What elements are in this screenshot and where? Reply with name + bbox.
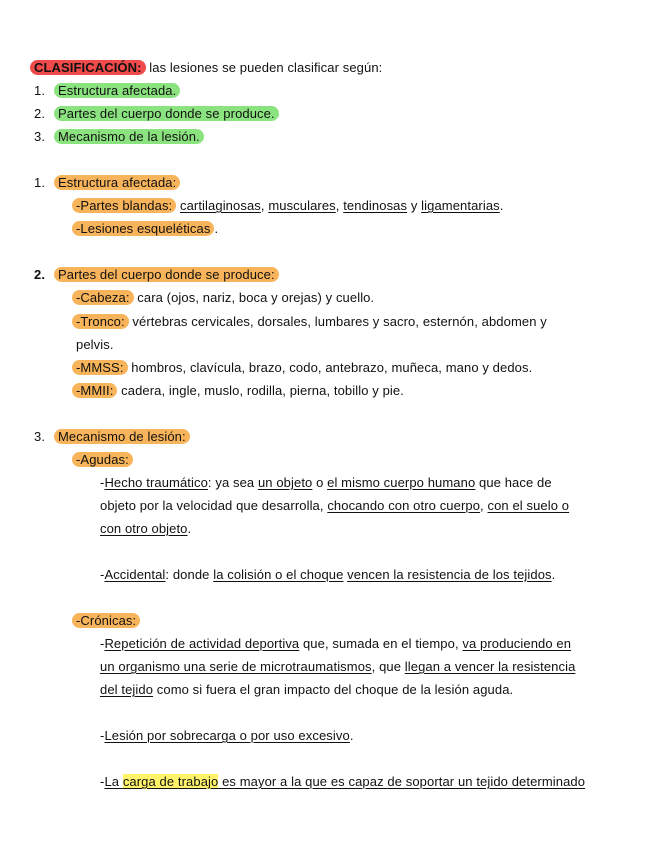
partes-blandas-line: -Partes blandas: cartilaginosas, musculares, tendinosas y ligamentarias.: [72, 198, 503, 214]
mmii-line: -MMII: cadera, ingle, muslo, rodilla, pierna, tobillo y pie.: [72, 383, 404, 399]
repeticion-line-3: del tejido como si fuera el gran impacto del choque de la lesión aguda.: [100, 682, 514, 697]
hecho-traumatico-line-3: con otro objeto.: [100, 521, 192, 536]
tronco-label: -Tronco:: [72, 314, 129, 329]
summary-item-3-label: Mecanismo de la lesión.: [54, 129, 204, 144]
section3-title-line: [54, 429, 190, 445]
lesiones-esqueleticas-label: -Lesiones esqueléticas: [72, 221, 214, 236]
accidental-label: Accidental: [104, 567, 166, 582]
carga-de-trabajo-highlight: carga de trabajo: [122, 774, 219, 789]
hecho-traumatico-line-2: objeto por la velocidad que desarrolla, chocando con otro cuerpo, con el suelo o: [100, 498, 570, 513]
summary-item-1: 1.: [34, 83, 46, 98]
cabeza-label: -Cabeza:: [72, 290, 134, 305]
intro-text: las lesiones se pueden clasificar según:: [145, 60, 383, 75]
section2-title-line: [54, 267, 279, 283]
summary-item-2: 2.: [34, 106, 46, 121]
cronicas-label: -Crónicas:: [72, 613, 140, 628]
ligamentarias: ligamentarias: [421, 198, 500, 213]
hecho-traumatico-label: Hecho traumático: [104, 475, 208, 490]
summary-item-2-label: Partes del cuerpo donde se produce.: [54, 106, 279, 121]
hecho-traumatico-line-1: -Hecho traumático: ya sea un objeto o el mismo cuerpo humano que hace de: [100, 475, 552, 490]
mmss-line: -MMSS: hombros, clavícula, brazo, codo, antebrazo, muñeca, mano y dedos.: [72, 360, 532, 376]
summary-item-1-label: Estructura afectada.: [54, 83, 180, 98]
tendinosas: tendinosas: [343, 198, 408, 213]
section1-number: 1.: [34, 175, 46, 190]
cartilaginosas: cartilaginosas: [179, 198, 261, 213]
mmss-label: -MMSS:: [72, 360, 128, 375]
cabeza-line: -Cabeza: cara (ojos, nariz, boca y orejas) y cuello.: [72, 290, 374, 306]
agudas-line: [72, 452, 133, 468]
mmii-label: -MMII:: [72, 383, 117, 398]
cronicas-line: [72, 613, 140, 629]
tronco-line: -Tronco: vértebras cervicales, dorsales, lumbares y sacro, esternón, abdomen y: [72, 314, 547, 330]
intro-line: [30, 60, 382, 76]
musculares: musculares: [268, 198, 336, 213]
section1-title: Estructura afectada:: [54, 175, 180, 190]
summary-item-3: 3.: [34, 129, 46, 144]
section1-title-line: [54, 175, 180, 191]
clasificacion-label: CLASIFICACIÓN:: [30, 60, 146, 75]
section3-title: Mecanismo de lesión:: [54, 429, 190, 444]
tronco-line-2: pelvis.: [76, 337, 114, 352]
repeticion-line-1: -Repetición de actividad deportiva que, sumada en el tiempo, va produciendo en: [100, 636, 572, 651]
partes-blandas-label: -Partes blandas:: [72, 198, 176, 213]
repeticion-line-2: un organismo una serie de microtraumatismos, que llegan a vencer la resistencia: [100, 659, 576, 674]
sobrecarga-line: -Lesión por sobrecarga o por uso excesivo.: [100, 728, 354, 743]
agudas-label: -Agudas:: [72, 452, 133, 467]
section2-title: Partes del cuerpo donde se produce:: [54, 267, 279, 282]
accidental-line: -Accidental: donde la colisión o el choque vencen la resistencia de los tejidos.: [100, 567, 556, 582]
section3-number: 3.: [34, 429, 46, 444]
carga-trabajo-line: -La carga de trabajo es mayor a la que es capaz de soportar un tejido determinado: [100, 774, 586, 789]
section2-number: 2.: [34, 267, 46, 282]
lesiones-esqueleticas-line: -Lesiones esqueléticas .: [72, 221, 218, 237]
